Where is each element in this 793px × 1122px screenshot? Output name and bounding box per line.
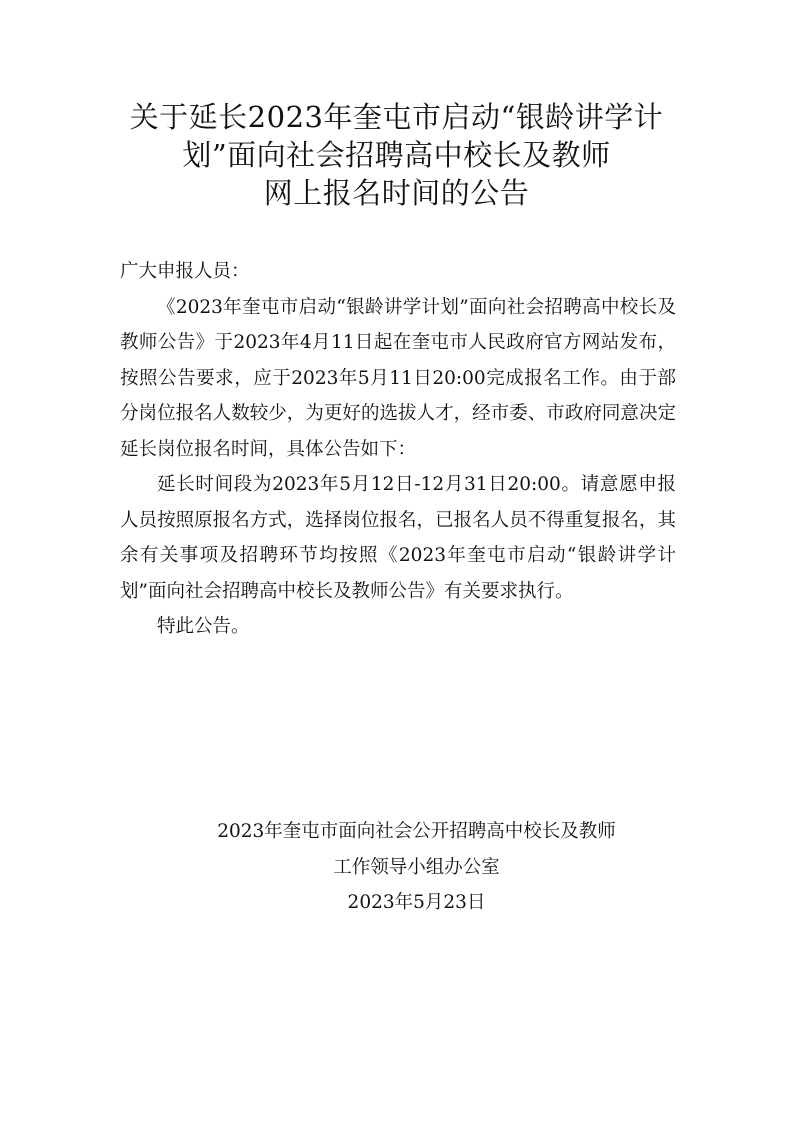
document-body [120,254,676,645]
title-line-1: 关于延长2023年奎屯市启动“银龄讲学计 [129,100,664,134]
title-line-2: 划”面向社会招聘高中校长及教师 [182,138,611,172]
salutation: 广大申报人员： [120,261,250,282]
signature-org-line-1: 2023年奎屯市面向社会公开招聘高中校长及教师 [217,821,616,842]
document-title [100,98,693,212]
signature-date: 2023年5月23日 [347,892,486,913]
signature-block [150,814,683,921]
paragraph-announcement: 《2023年奎屯市启动“银龄讲学计划”面向社会招聘高中校长及教师公告》于2023年4月11日起在奎屯市人民政府官方网站发布，按照公告要求，应于2023年5月11日20:00完成报名工作。由于部分岗位报名人数较少，为更好的选拔人才，经市委、市政府同意决定延长岗位报名时间，具体公告如下： [120,296,676,460]
paragraph-closing: 特此公告。 [157,616,250,637]
signature-org-line-2: 工作领导小组办公室 [333,856,500,878]
paragraph-extension: 延长时间段为2023年5月12日-12月31日20:00。请意愿申报人员按照原报名方式，选择岗位报名，已报名人员不得重复报名，其余有关事项及招聘环节均按照《2023年奎屯市启动“银龄讲学计划”面向社会招聘高中校长及教师公告》有关要求执行。 [120,474,676,602]
title-line-3: 网上报名时间的公告 [263,176,530,210]
